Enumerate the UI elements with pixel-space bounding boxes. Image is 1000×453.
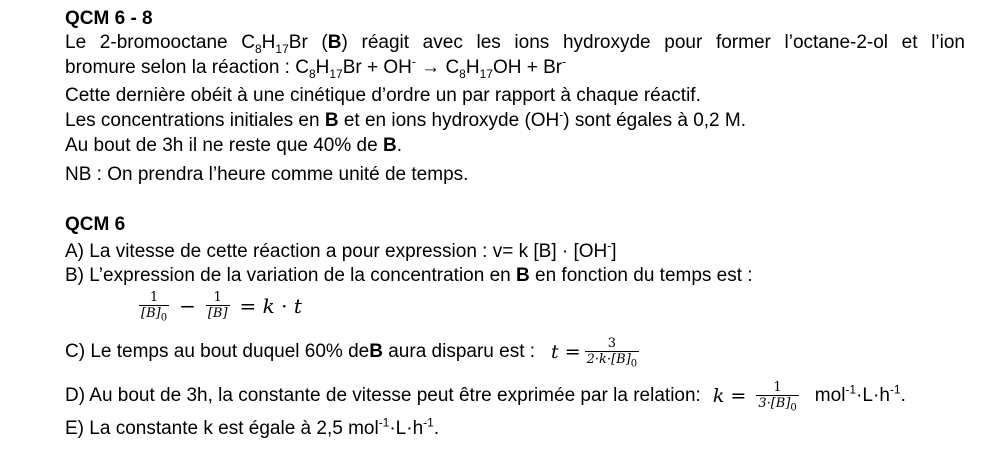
fraction-time: $\frac{3}{2\cdot k\cdot[B]_0}$ [586, 336, 638, 370]
intro-line-2: bromure selon la réaction : $C_8H_{17}Br + OH^- \to C_8H_{17}OH + Br^-$ [65, 54, 567, 81]
fraction-one-over-b: $\frac{1}{[B]}$ [207, 290, 228, 321]
option-b: B) L’expression de la variation de la concentration en B en fonction du temps est : [65, 265, 753, 286]
fraction-rate-constant: $\frac{1}{3\cdot[B]_0}$ [758, 380, 797, 414]
fraction-one-over-b0: $\frac{1}{[B]_0}$ [141, 290, 168, 324]
qcm-title: QCM 6 [65, 214, 126, 235]
option-e: E) La constante k est égale à 2,5 $mol^{-1}\cdot L\cdot h^{-1}$. [65, 415, 440, 439]
intro-line-3: Cette dernière obéit à une cinétique d’ordre un par rapport à chaque réactif. [65, 85, 701, 106]
option-c: C) Le temps au bout duquel 60% de B aura disparu est : t = $\frac{3}{2\cdot k\cdot[B]_0}$ [65, 336, 638, 370]
header-title: QCM 6 - 8 [65, 8, 153, 29]
intro-line-5: Au bout de 3h il ne reste que 40% de B. [65, 135, 402, 156]
intro-line-1: Le 2-bromooctane $C_8H_{17}Br$ (B) réagit avec les ions hydroxyde pour former l’octane-2-ol et l’ion [65, 32, 965, 56]
option-d: D) Au bout de 3h, la constante de vitesse peut être exprimée par la relation: k = $\frac{1}{3\cdot[B]_0}$ $mol^{-1}\cdot L\cdot h^{-1}$. [65, 380, 906, 414]
option-a: A) La vitesse de cette réaction a pour expression : v= k [B] · [OH-] [65, 238, 617, 262]
intro-line-4: Les concentrations initiales en B et en ions hydroxyde (OH-) sont égales à 0,2 M. [65, 107, 746, 131]
option-b-equation: $\frac{1}{[B]_0}$ − $\frac{1}{[B]}$ = k · t [141, 290, 302, 324]
intro-line-6: NB : On prendra l’heure comme unité de temps. [65, 164, 469, 185]
